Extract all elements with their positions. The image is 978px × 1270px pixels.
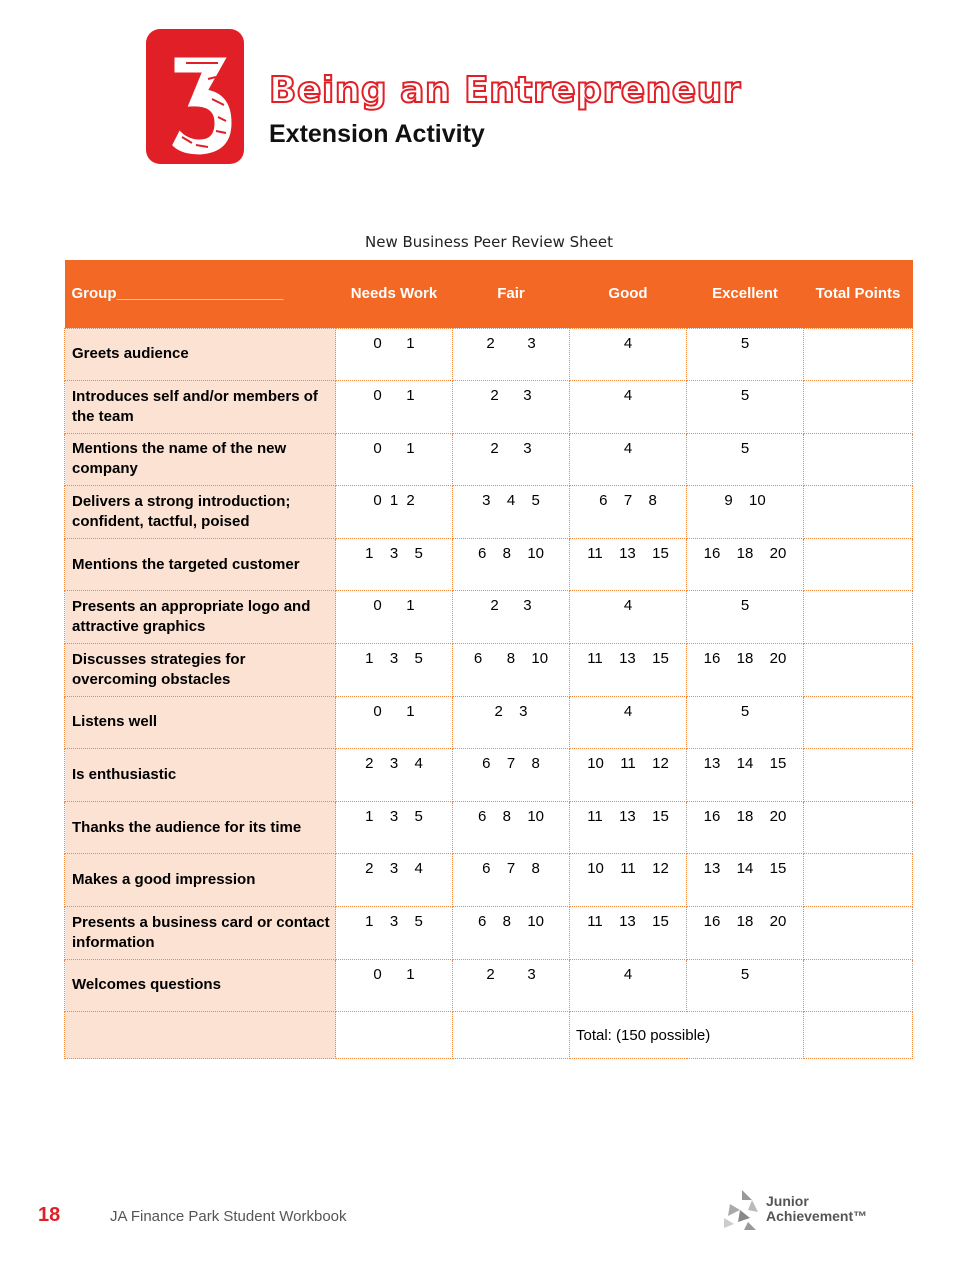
fair-score[interactable]: 2 3 — [453, 591, 570, 644]
good-score[interactable]: 11 13 15 — [570, 644, 687, 697]
total-row-blank — [65, 1012, 336, 1059]
total-points-cell[interactable] — [804, 591, 913, 644]
needs-work-score[interactable]: 1 3 5 — [336, 644, 453, 697]
total-points-cell[interactable] — [804, 907, 913, 960]
needs-work-header: Needs Work — [336, 260, 453, 328]
good-score[interactable]: 4 — [570, 328, 687, 381]
excellent-score[interactable]: 16 18 20 — [687, 801, 804, 854]
fair-score[interactable]: 3 4 5 — [453, 486, 570, 539]
table-row — [65, 433, 913, 486]
excellent-score[interactable]: 13 14 15 — [687, 749, 804, 802]
total-label: Total: (150 possible) — [570, 1012, 804, 1059]
chapter-subtitle: Extension Activity — [269, 120, 485, 148]
criterion-label: Greets audience — [65, 328, 336, 381]
table-header-row — [65, 260, 913, 328]
good-score[interactable]: 11 13 15 — [570, 538, 687, 591]
criterion-label: Presents an appropriate logo and attractive graphics — [65, 591, 336, 644]
criterion-label: Mentions the targeted customer — [65, 538, 336, 591]
fair-score[interactable]: 2 3 — [453, 696, 570, 749]
table-row — [65, 907, 913, 960]
fair-score[interactable]: 6 7 8 — [453, 854, 570, 907]
total-row-blank-cell — [336, 1012, 453, 1059]
needs-work-score[interactable]: 1 3 5 — [336, 801, 453, 854]
peer-review-table — [64, 260, 912, 1059]
total-points-header: Total Points — [804, 260, 913, 328]
needs-work-score[interactable]: 0 1 — [336, 959, 453, 1012]
total-points-cell[interactable] — [804, 854, 913, 907]
total-row — [65, 1012, 913, 1059]
criterion-label: Discusses strategies for overcoming obstacles — [65, 644, 336, 697]
ja-logo-icon — [722, 1188, 762, 1232]
excellent-score[interactable]: 16 18 20 — [687, 538, 804, 591]
good-score[interactable]: 10 11 12 — [570, 749, 687, 802]
criterion-label: Introduces self and/or members of the team — [65, 381, 336, 434]
excellent-score[interactable]: 13 14 15 — [687, 854, 804, 907]
needs-work-score[interactable]: 0 1 — [336, 328, 453, 381]
needs-work-score[interactable]: 2 3 4 — [336, 854, 453, 907]
table-row — [65, 801, 913, 854]
fair-score[interactable]: 2 3 — [453, 328, 570, 381]
group-header: Group____________________ — [65, 260, 336, 328]
criterion-label: Is enthusiastic — [65, 749, 336, 802]
excellent-score[interactable]: 5 — [687, 696, 804, 749]
excellent-score[interactable]: 5 — [687, 591, 804, 644]
grand-total-cell[interactable] — [804, 1012, 913, 1059]
good-score[interactable]: 4 — [570, 381, 687, 434]
fair-score[interactable]: 6 8 10 — [453, 801, 570, 854]
criterion-label: Makes a good impression — [65, 854, 336, 907]
criterion-label: Welcomes questions — [65, 959, 336, 1012]
needs-work-score[interactable]: 0 1 2 — [336, 486, 453, 539]
excellent-score[interactable]: 5 — [687, 328, 804, 381]
fair-score[interactable]: 6 8 10 — [453, 644, 570, 697]
excellent-score[interactable]: 5 — [687, 959, 804, 1012]
total-row-blank-cell — [453, 1012, 570, 1059]
excellent-score[interactable]: 5 — [687, 381, 804, 434]
excellent-header: Excellent — [687, 260, 804, 328]
good-header: Good — [570, 260, 687, 328]
needs-work-score[interactable]: 0 1 — [336, 433, 453, 486]
workbook-title: JA Finance Park Student Workbook — [110, 1208, 347, 1225]
sheet-title: New Business Peer Review Sheet — [365, 233, 613, 251]
total-points-cell[interactable] — [804, 538, 913, 591]
table-row — [65, 644, 913, 697]
total-points-cell[interactable] — [804, 328, 913, 381]
table-row — [65, 696, 913, 749]
table-row — [65, 591, 913, 644]
criterion-label: Mentions the name of the new company — [65, 433, 336, 486]
chapter-title: Being an Entrepreneur — [269, 70, 742, 111]
criterion-label: Thanks the audience for its time — [65, 801, 336, 854]
good-score[interactable]: 4 — [570, 591, 687, 644]
table-row — [65, 328, 913, 381]
table-row — [65, 854, 913, 907]
total-points-cell[interactable] — [804, 696, 913, 749]
chapter-number-3-icon — [146, 29, 244, 164]
criterion-label: Presents a business card or contact information — [65, 907, 336, 960]
total-points-cell[interactable] — [804, 801, 913, 854]
criterion-label: Listens well — [65, 696, 336, 749]
fair-score[interactable]: 2 3 — [453, 381, 570, 434]
needs-work-score[interactable]: 1 3 5 — [336, 907, 453, 960]
needs-work-score[interactable]: 0 1 — [336, 591, 453, 644]
good-score[interactable]: 10 11 12 — [570, 854, 687, 907]
good-score[interactable]: 4 — [570, 959, 687, 1012]
good-score[interactable]: 11 13 15 — [570, 801, 687, 854]
logo-text: Junior Achievement™ — [766, 1193, 868, 1224]
fair-score[interactable]: 2 3 — [453, 959, 570, 1012]
needs-work-score[interactable]: 1 3 5 — [336, 538, 453, 591]
table-row — [65, 486, 913, 539]
excellent-score[interactable]: 5 — [687, 433, 804, 486]
excellent-score[interactable]: 9 10 — [687, 486, 804, 539]
table-row — [65, 959, 913, 1012]
total-points-cell[interactable] — [804, 749, 913, 802]
fair-header: Fair — [453, 260, 570, 328]
total-points-cell[interactable] — [804, 433, 913, 486]
total-points-cell[interactable] — [804, 381, 913, 434]
needs-work-score[interactable]: 0 1 — [336, 696, 453, 749]
table-row — [65, 538, 913, 591]
fair-score[interactable]: 2 3 — [453, 433, 570, 486]
good-score[interactable]: 11 13 15 — [570, 907, 687, 960]
needs-work-score[interactable]: 0 1 — [336, 381, 453, 434]
fair-score[interactable]: 6 8 10 — [453, 907, 570, 960]
total-points-cell[interactable] — [804, 486, 913, 539]
page-number: 18 — [38, 1204, 61, 1226]
junior-achievement-logo — [722, 1188, 882, 1232]
criterion-label: Delivers a strong introduction; confident, tactful, poised — [65, 486, 336, 539]
good-score[interactable]: 4 — [570, 433, 687, 486]
fair-score[interactable]: 6 7 8 — [453, 749, 570, 802]
table-row — [65, 381, 913, 434]
total-points-cell[interactable] — [804, 644, 913, 697]
excellent-score[interactable]: 16 18 20 — [687, 907, 804, 960]
total-points-cell[interactable] — [804, 959, 913, 1012]
needs-work-score[interactable]: 2 3 4 — [336, 749, 453, 802]
table-row — [65, 749, 913, 802]
fair-score[interactable]: 6 8 10 — [453, 538, 570, 591]
good-score[interactable]: 6 7 8 — [570, 486, 687, 539]
chapter-badge — [146, 29, 244, 164]
good-score[interactable]: 4 — [570, 696, 687, 749]
excellent-score[interactable]: 16 18 20 — [687, 644, 804, 697]
